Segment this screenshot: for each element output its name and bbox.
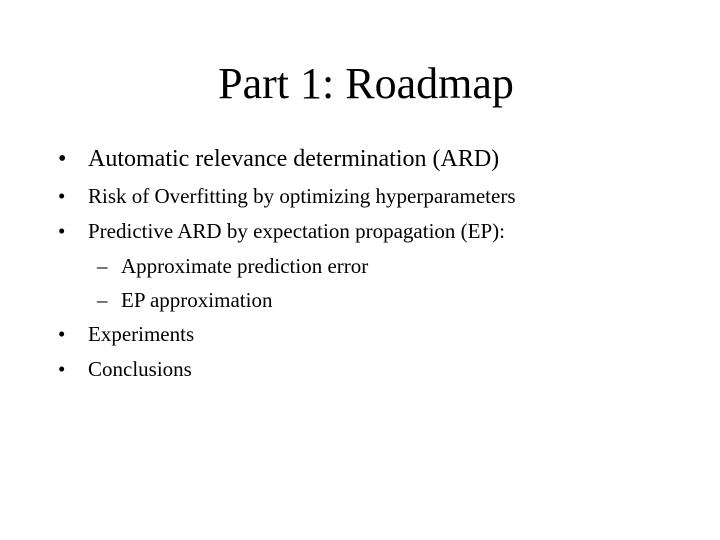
bullet-item [58, 144, 678, 174]
bullet-text: Predictive ARD by expectation propagation (EP): [88, 219, 505, 243]
bullet-item [58, 217, 678, 245]
sub-bullet-text: Approximate prediction error [121, 254, 369, 278]
sub-bullet-text: EP approximation [121, 288, 273, 312]
bullet-text: Conclusions [88, 357, 192, 381]
bullet-item [58, 182, 678, 210]
bullet-item [58, 355, 678, 383]
bullet-marker: • [58, 146, 67, 172]
bullet-item [58, 320, 678, 348]
bullet-text: Automatic relevance determination (ARD) [88, 146, 500, 172]
sub-bullet-item [97, 252, 657, 280]
sub-bullet-marker: – [97, 288, 108, 312]
sub-bullet-item [97, 286, 657, 314]
slide-title-text: Part 1: Roadmap [218, 59, 514, 108]
slide-title [0, 56, 720, 112]
bullet-text: Risk of Overfitting by optimizing hyperparameters [88, 184, 516, 208]
bullet-marker: • [58, 322, 66, 346]
bullet-marker: • [58, 219, 66, 243]
bullet-marker: • [58, 184, 66, 208]
bullet-marker: • [58, 357, 66, 381]
bullet-text: Experiments [88, 322, 195, 346]
sub-bullet-marker: – [97, 254, 108, 278]
